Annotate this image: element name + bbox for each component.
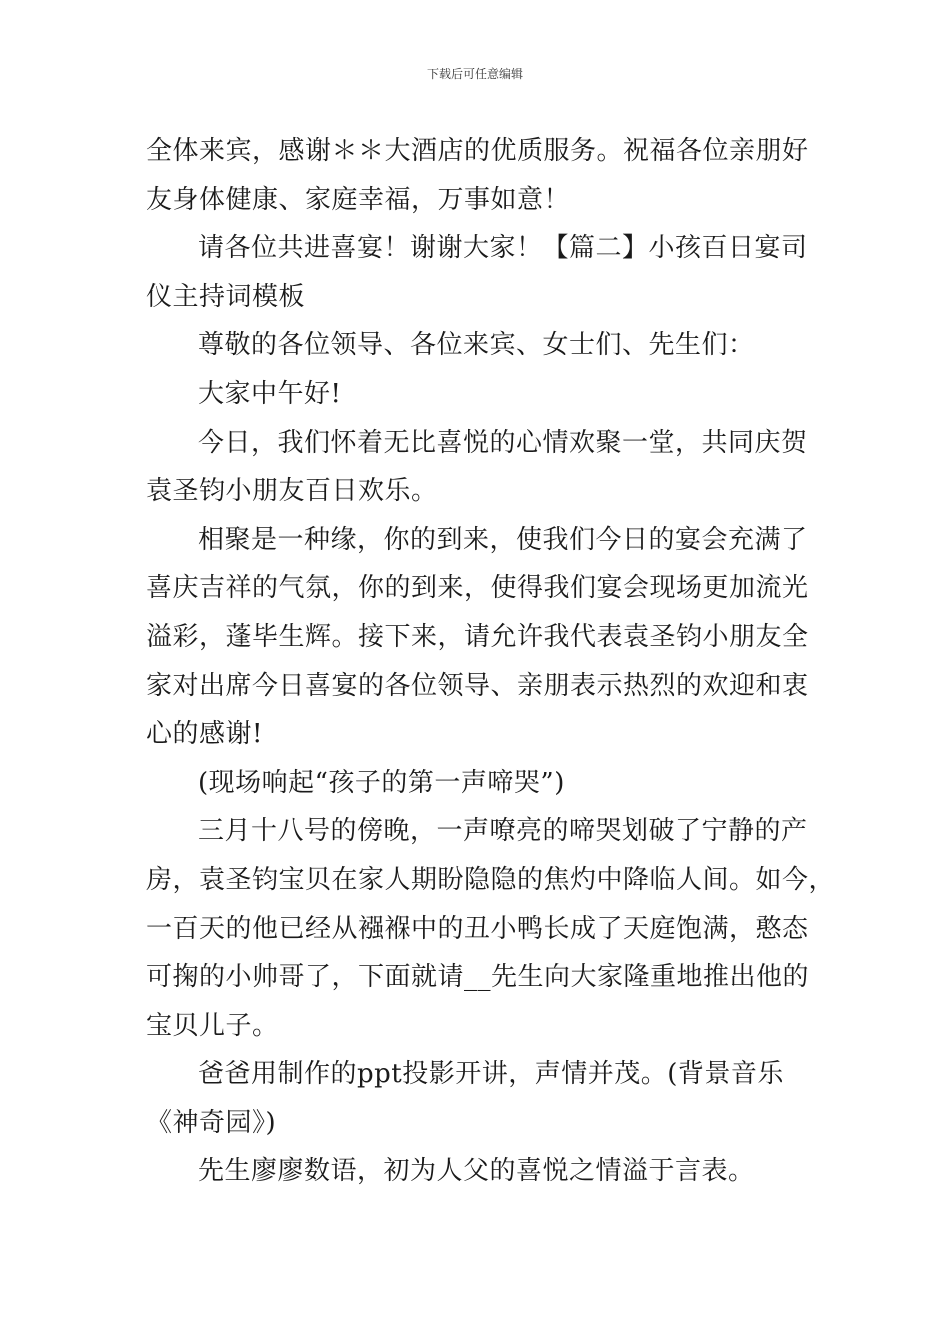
text-line: 袁圣钧小朋友百日欢乐。	[146, 476, 438, 507]
text-line: 三月十八号的傍晚，一声嘹亮的啼哭划破了宁静的产	[198, 816, 808, 847]
text-line: (现场响起“孩子的第一声啼哭”)	[198, 767, 565, 798]
text-line: 可掬的小帅哥了，下面就请__先生向大家隆重地推出他的	[146, 962, 810, 993]
text-line: 尊敬的各位领导、各位来宾、女士们、先生们：	[198, 330, 755, 361]
text-line: 心的感谢!	[146, 719, 263, 750]
text-line: 宝贝儿子。	[146, 1010, 279, 1041]
text-line: 一百天的他已经从襁褓中的丑小鸭长成了天庭饱满，憨态	[146, 913, 809, 944]
document-body	[146, 127, 836, 1196]
text-line: 请各位共进喜宴！谢谢大家！【篇二】小孩百日宴司	[198, 233, 808, 264]
text-line: 家对出席今日喜宴的各位领导、亲朋表示热烈的欢迎和衷	[146, 670, 809, 701]
page-header: 下载后可任意编辑	[426, 67, 523, 81]
text-line: 房，袁圣钧宝贝在家人期盼隐隐的焦灼中降临人间。如今，	[146, 864, 836, 895]
text-line: 大家中午好!	[198, 378, 342, 409]
text-line: 喜庆吉祥的气氛，你的到来，使得我们宴会现场更加流光	[146, 573, 809, 604]
text-line: 今日，我们怀着无比喜悦的心情欢聚一堂，共同庆贺	[198, 427, 808, 458]
text-line: 友身体健康、家庭幸福，万事如意！	[146, 184, 571, 215]
text-line: 爸爸用制作的ppt投影开讲，声情并茂。(背景音乐	[198, 1059, 784, 1090]
text-line: 溢彩，蓬毕生辉。接下来，请允许我代表袁圣钧小朋友全	[146, 621, 809, 652]
text-line: 相聚是一种缘，你的到来，使我们今日的宴会充满了	[198, 524, 808, 555]
text-line: 先生廖廖数语，初为人父的喜悦之情溢于言表。	[198, 1156, 755, 1187]
text-line: 全体来宾，感谢＊＊大酒店的优质服务。祝福各位亲朋好	[146, 136, 809, 166]
text-line: 《神奇园》)	[146, 1107, 277, 1138]
text-line: 仪主持词模板	[146, 281, 306, 312]
